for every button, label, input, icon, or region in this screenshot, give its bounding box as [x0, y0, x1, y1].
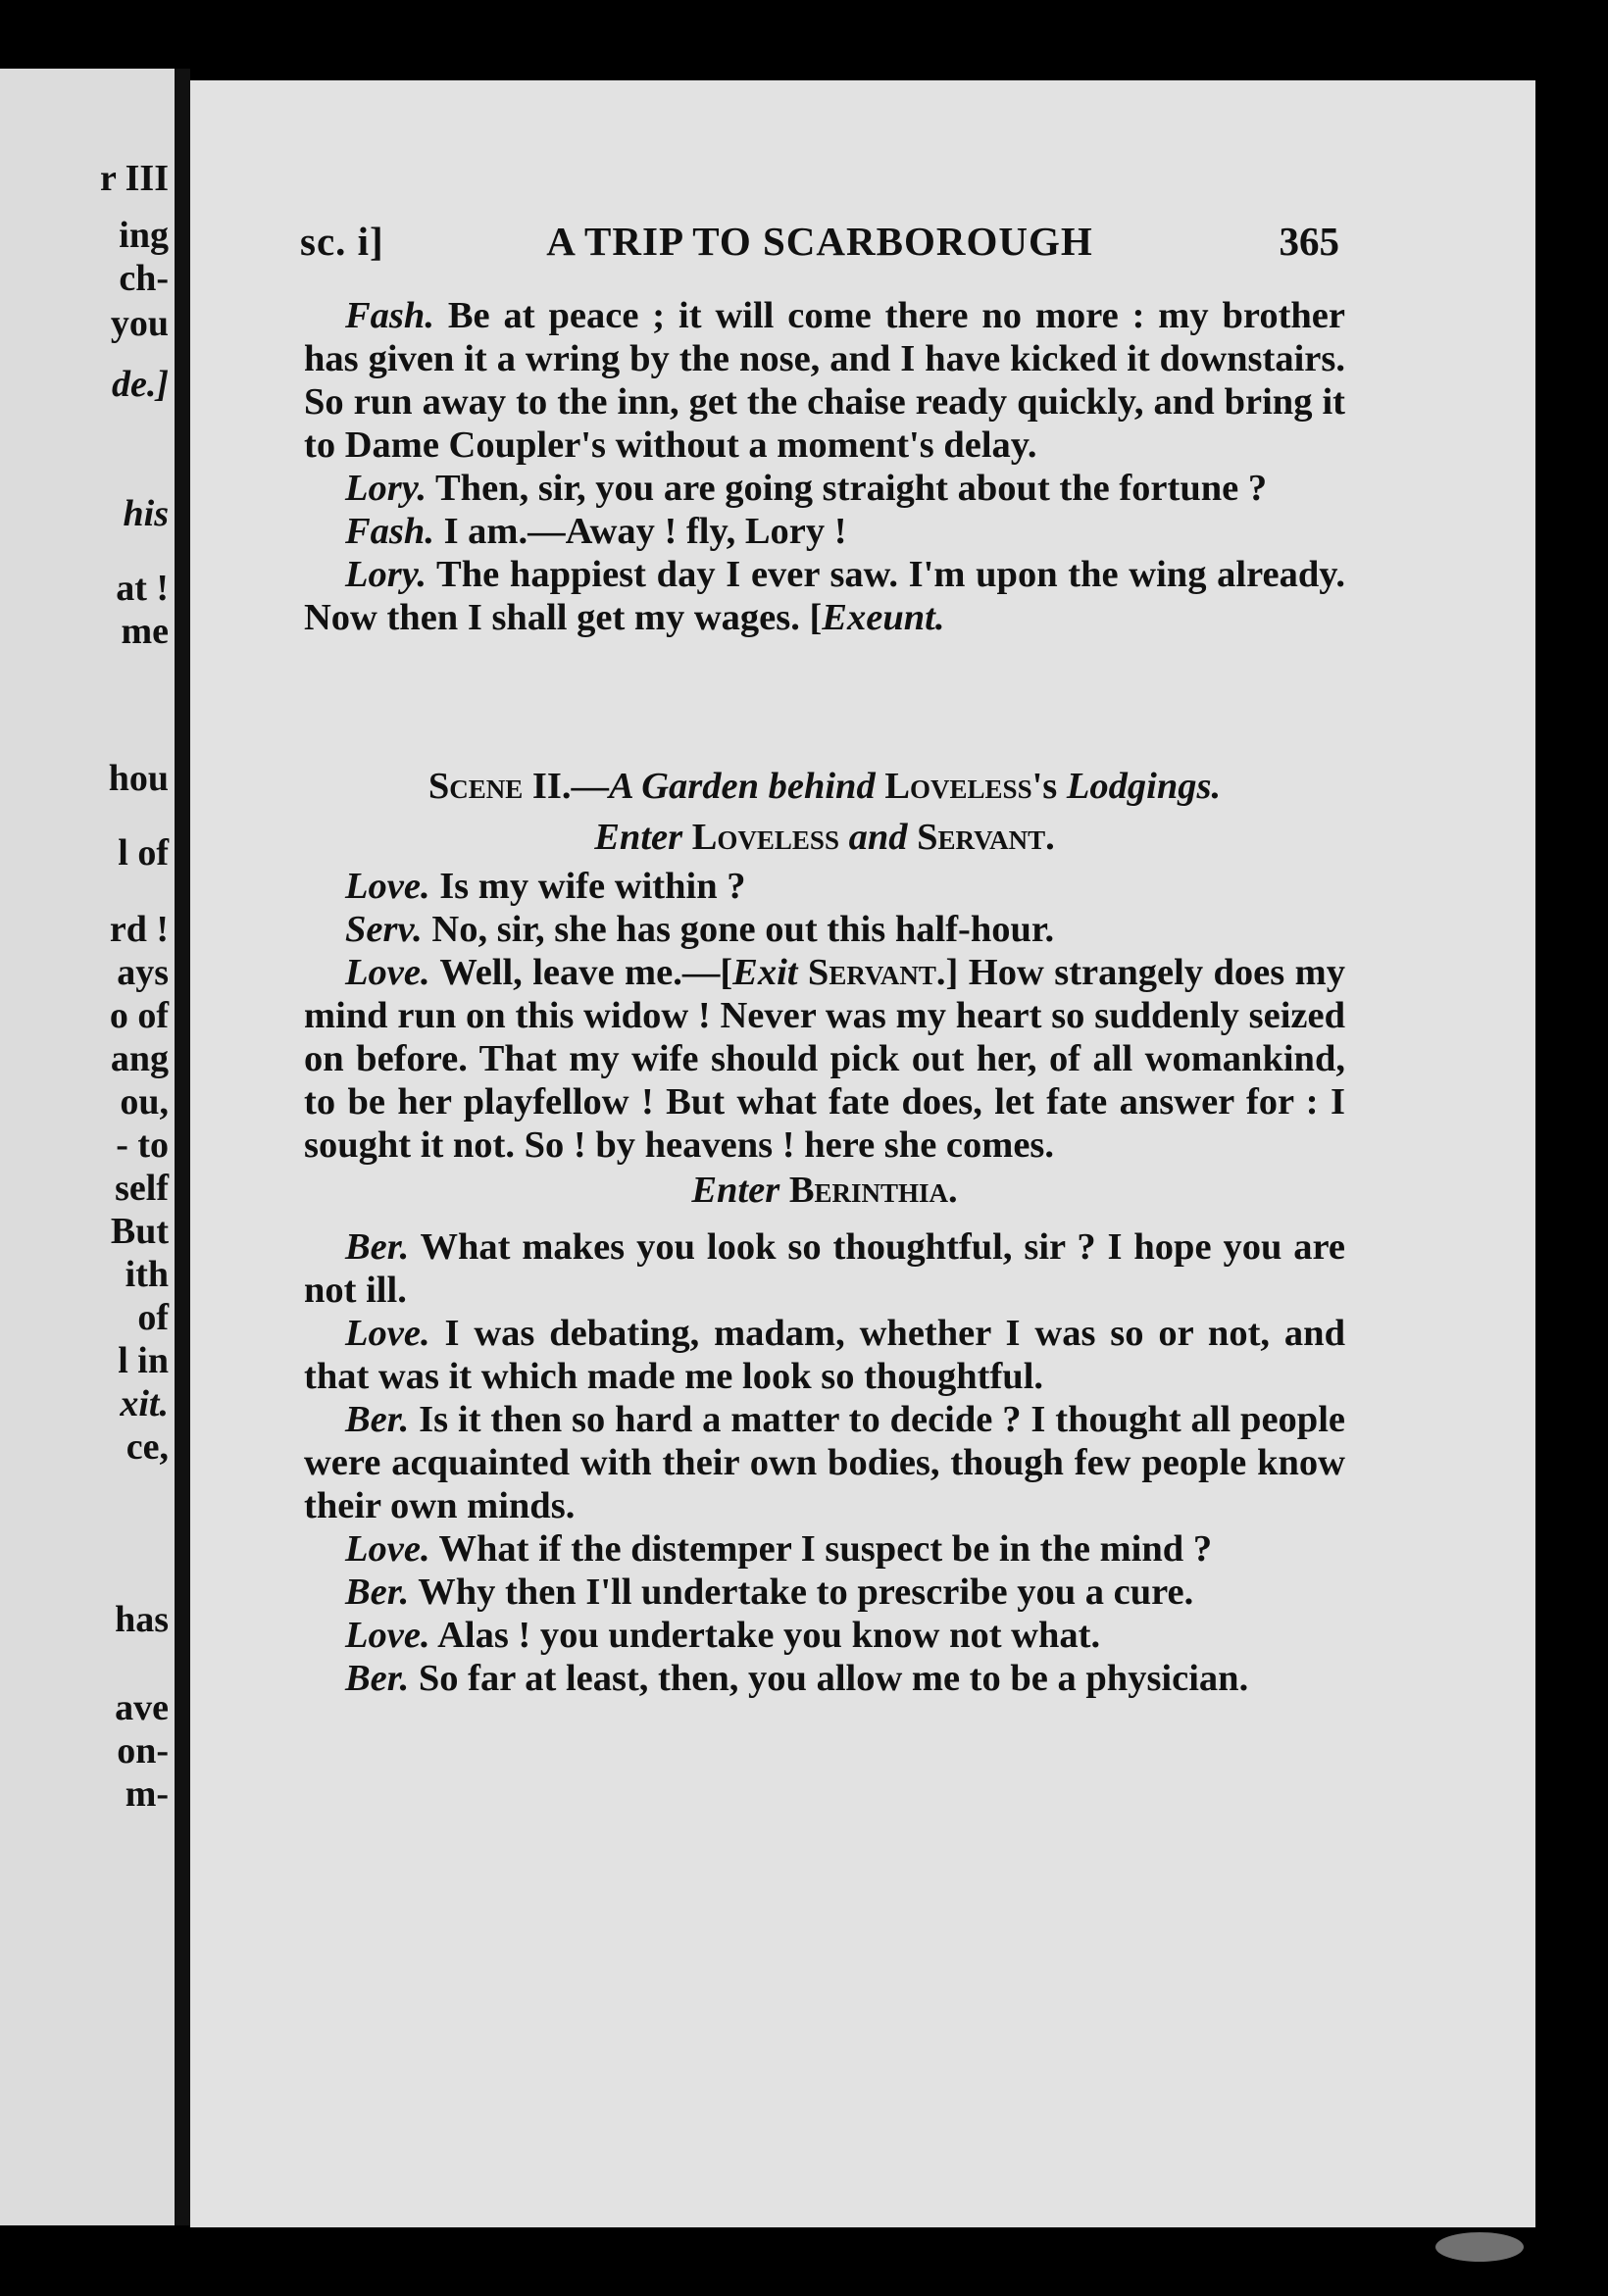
adjacent-page-fragment: hou: [108, 758, 169, 799]
running-title: A TRIP TO SCARBOROUGH: [546, 219, 1093, 264]
adjacent-page-fragment: on-: [117, 1730, 169, 1772]
adjacent-page-fragment: ays: [117, 952, 169, 993]
speech-serv-1: Serv. No, sir, she has gone out this half-hour.: [345, 909, 1055, 950]
adjacent-page-fragment: at !: [116, 568, 169, 609]
speech-ber-1: Ber. What makes you look so thoughtful, sir ? I hope you are not ill.: [304, 1226, 1345, 1311]
speech-fash-2: Fash. I am.—Away ! fly, Lory !: [345, 511, 847, 552]
adjacent-page-fragment: But: [110, 1211, 169, 1252]
adjacent-page-fragment: l in: [118, 1340, 169, 1381]
adjacent-page-fragment: rd !: [109, 909, 169, 950]
stage-direction-enter: Enter Loveless and Servant.: [594, 817, 1055, 858]
speech-lory-2: Lory. The happiest day I ever saw. I'm upon the wing already. Now then I shall get my wages. [Exeunt.: [304, 554, 1345, 638]
running-header: [300, 218, 1339, 276]
page-smudge: [1435, 2232, 1524, 2262]
speech-love-3: Love. I was debating, madam, whether I was so or not, and that was it which made me look so thoughtful.: [304, 1313, 1345, 1397]
section-label: sc. i]: [300, 219, 384, 264]
adjacent-page-fragment: r III: [99, 158, 169, 199]
adjacent-page-fragment: of: [137, 1297, 169, 1338]
book-gutter: [175, 69, 190, 2225]
adjacent-page-fragment: me: [121, 611, 169, 652]
adjacent-page-fragment: m-: [125, 1773, 169, 1815]
speech-love-4: Love. What if the distemper I suspect be in the mind ?: [345, 1528, 1213, 1570]
adjacent-page-strip: [0, 69, 175, 2225]
page-edge: [1535, 80, 1608, 2227]
speech-love-5: Love. Alas ! you undertake you know not what.: [345, 1615, 1101, 1656]
adjacent-page-fragment: xit.: [120, 1383, 169, 1424]
speech-ber-2: Ber. Is it then so hard a matter to decide ? I thought all people were acquainted with their own bodies, though few people know their own minds.: [304, 1399, 1345, 1526]
adjacent-page-fragment: ou,: [120, 1081, 169, 1123]
adjacent-page-fragment: o of: [109, 995, 169, 1036]
speech-lory-1: Lory. Then, sir, you are going straight about the fortune ?: [345, 468, 1268, 509]
speech-fash-1: Fash. Be at peace ; it will come there no more : my brother has given it a wring by the nose, and I have kicked it downstairs. So run away to the inn, get the chaise ready quickly, and bring it to Dame Coupler's without a moment's delay.: [304, 295, 1345, 466]
stage-direction-enter-berinthia: Enter Berinthia.: [691, 1170, 958, 1211]
adjacent-page-fragment: l of: [118, 832, 169, 873]
adjacent-page-fragment: ch-: [119, 258, 169, 299]
scene-heading: Scene II.—A Garden behind Loveless's Lodgings.: [427, 766, 1222, 807]
adjacent-page-fragment: ang: [110, 1038, 169, 1079]
adjacent-page-fragment: - to: [116, 1124, 169, 1166]
adjacent-page-fragment: ce,: [126, 1426, 169, 1468]
adjacent-page-fragment: you: [110, 303, 169, 344]
speech-ber-4: Ber. So far at least, then, you allow me to be a physician.: [345, 1658, 1249, 1699]
speech-love-2: Love. Well, leave me.—[Exit Servant.] How strangely does my mind run on this widow ! Never was my heart so suddenly seized on before. That my wife should pick out her, of all womankind, to be her playfellow ! But what fate does, let fate answer for : I sought it not. So ! by heavens ! here she comes.: [304, 952, 1346, 1166]
adjacent-page-fragment: has: [115, 1599, 169, 1640]
adjacent-page-fragment: ave: [115, 1687, 169, 1728]
speech-love-1: Love. Is my wife within ?: [345, 866, 746, 907]
adjacent-page-fragment: ing: [119, 215, 169, 256]
page-number: 365: [1279, 219, 1339, 264]
adjacent-page-fragment: de.]: [111, 364, 169, 405]
play-text: [304, 294, 1345, 1700]
adjacent-page-fragment: his: [123, 493, 169, 534]
adjacent-page-fragment: self: [115, 1168, 169, 1209]
adjacent-page-fragment: ith: [125, 1254, 169, 1295]
speech-ber-3: Ber. Why then I'll undertake to prescribe you a cure.: [345, 1572, 1194, 1613]
